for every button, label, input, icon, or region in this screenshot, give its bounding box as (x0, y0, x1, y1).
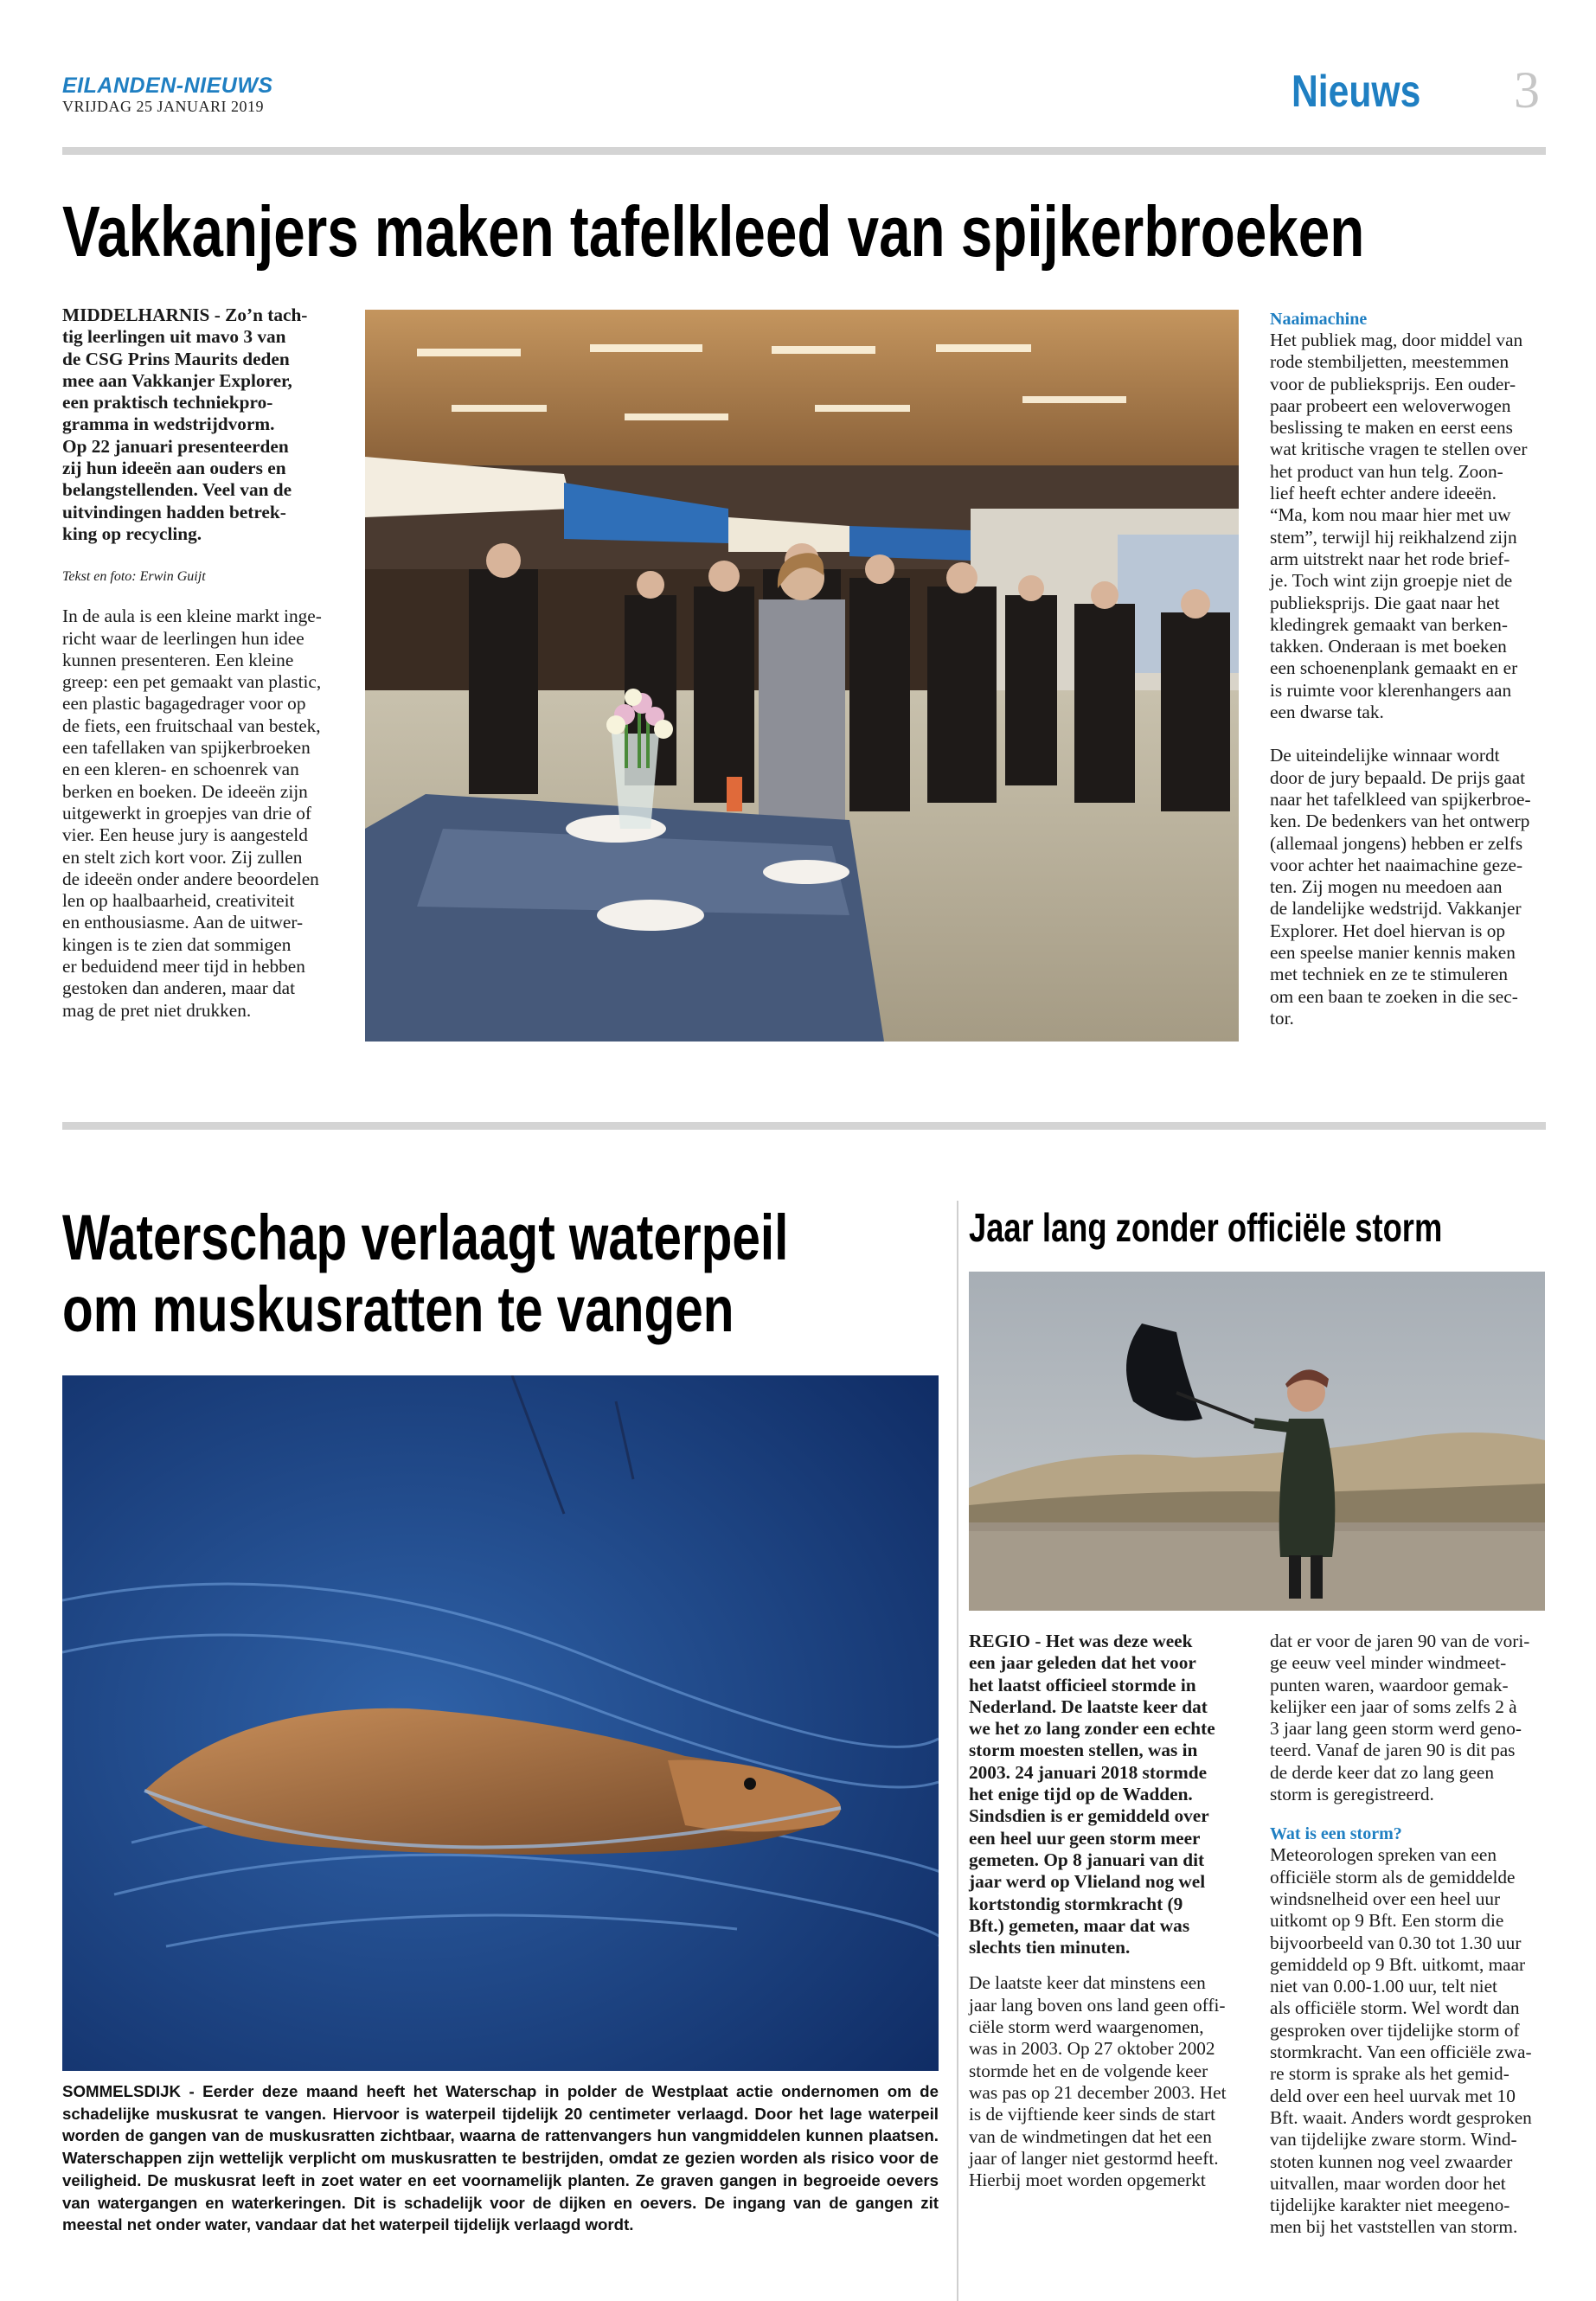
article-3-subhead: Wat is een storm? (1270, 1824, 1402, 1844)
masthead-logo: EILANDEN-NIEUWS (62, 74, 273, 98)
article-2-caption: SOMMELSDIJK - Eerder deze maand heeft het Waterschap in polder de Westplaat actie ondernomen om de schadelijke muskusrat te vangen. Hiervoor is waterpeil tijdelijk 20 centimeter verlaagd. Door het lage waterpeil worden de gangen van de muskusratten zichtbaar, waarna de rattenvangers hun vangmiddelen kunnen plaatsen. Waterschappen zijn wettelijk verplicht om muskusratten te bestrijden, omdat ze gezien worden als risico voor de veiligheid. De muskusrat leeft in zoet water en eet voornamelijk planten. Ze graven gangen in begroeide oevers van watergangen en waterkeringen. Dit is schadelijk voor de dijken en oevers. De ingang van de gangen zit meestal net onder water, vandaar dat het waterpeil tijdelijk verlaagd wordt. (62, 2082, 939, 2234)
section-title: Nieuws (1292, 67, 1421, 117)
article-2-photo-muskrat (62, 1375, 939, 2071)
article-1-right-column (1270, 310, 1545, 1029)
issue-date: VRIJDAG 25 JANUARI 2019 (62, 98, 265, 115)
article-3-photo-umbrella (969, 1272, 1545, 1611)
article-1-left-column (62, 304, 335, 1022)
article-1-photo-market (365, 310, 1239, 1042)
article-3-headline: Jaar lang zonder officiële storm (969, 1205, 1443, 1250)
article-1-right-paragraph-1: Het publiek mag, door middel van rode stembiljetten, meestemmen voor de publieksprijs. Een ouder- paar probeert een weloverwogen beslissing te maken en eerst eens wat kritische vragen te stellen over het product van hun telg. Zoon- lief heeft echter andere ideeën. “Ma, kom nou maar hier met uw stem”, terwijl hij reikhalzend zijn arm uitstrekt naar het rode brief- je. Toch wint zijn groepje niet de publieksprijs. Die gaat naar het kledingrek gemaakt van berken- takken. Onderaan is met boeken een schoenenplank gemaakt en er is ruimte voor klerenhangers aan een dwarse tak. (1270, 330, 1528, 723)
article-1-body: In de aula is een kleine markt inge- richt waar de leerlingen hun idee kunnen presenteren. Een kleine greep: een pet gemaakt van plastic, een plastic bagagedrager voor op de fiets, een fruitschaal van bestek, een tafellaken van spijkerbroeken en een kleren- en schoenrek van berken en boeken. De ideeën zijn uitgewerkt in groepjes van drie of vier. Een heuse jury is aangesteld en stelt zich kort voor. Zij zullen de ideeën onder andere beoordelen len op haalbaarheid, creativiteit en enthousiasme. Aan de uitwer- kingen is te zien dat sommigen er beduidend meer tijd in hebben gestoken dan anderen, maar dat mag de pret niet drukken. (62, 606, 322, 1021)
article-3-right-column (1270, 1631, 1545, 2239)
article-1-subhead: Naaimachine (1270, 310, 1368, 329)
article-3-lead: REGIO - Het was deze week een jaar geleden dat het voor het laatst officieel stormde in Nederland. De laatste keer dat we het zo lang zonder een echte storm moesten stellen, was in 2003. 24 januari 2018 stormde het enige tijd op de Wadden. Sindsdien is er gemiddeld over een heel uur geen storm meer gemeten. Op 8 januari van dit jaar werd op Vlieland nog wel kortstondig stormkracht (9 Bft.) gemeten, maar dat was slechts tien minuten. (969, 1631, 1215, 1958)
article-3-left-column (969, 1631, 1242, 2191)
article-1-lead: MIDDELHARNIS - Zo’n tach- tig leerlingen uit mavo 3 van de CSG Prins Maurits deden mee aan Vakkanjer Explorer, een praktisch techniekpro- gramma in wedstrijdvorm. Op 22 januari presenteerden zij hun ideeën aan ouders en belangstellenden. Veel van de uitvindingen hadden betrek- king op recycling. (62, 304, 308, 544)
article-2-headline-line-2: om muskusratten te vangen (62, 1273, 734, 1345)
article-1-headline: Vakkanjers maken tafelkleed van spijkerbroeken (62, 191, 1365, 272)
article-3-body-left: De laatste keer dat minstens een jaar lang boven ons land geen offi- ciële storm werd waargenomen, was in 2003. Op 27 oktober 2002 stormde het en de volgende keer was pas op 21 december 2003. Het is de vijftiende keer sinds de start van de windmetingen dat het een jaar of langer niet gestormd heeft. Hierbij moet worden opgemerkt (969, 1972, 1227, 2191)
article-3-body-right-2: Meteorologen spreken van een officiële storm als de gemiddelde windsnelheid over een heel uur uitkomt op 9 Bft. Een storm die bijvoorbeeld van 0.30 tot 1.30 uur gemiddeld op 9 Bft. uitkomt, maar niet van 0.00-1.00 uur, telt niet als officiële storm. Wel wordt dan gesproken over tijdelijke storm of stormkracht. Van een officiële zwa- re storm is sprake als het gemid- deld over een heel uurvak met 10 Bft. waait. Anders wordt gesproken van tijdelijke zware storm. Wind- stoten kunnen nog veel zwaarder uitvallen, maar worden door het tijdelijke karakter niet meegeno- men bij het vaststellen van storm. (1270, 1844, 1532, 2238)
article-1-credit: Tekst en foto: Erwin Guijt (62, 569, 206, 585)
article-1-right-paragraph-2: De uiteindelijke winnaar wordt door de jury bepaald. De prijs gaat naar het tafelkleed van spijkerbroe- ken. De bedenkers van het ontwerp (allemaal jongens) hebben er zelfs voor achter het naaimachine geze- ten. Zij mogen nu meedoen aan de landelijke wedstrijd. Vakkanjer Explorer. Het doel hiervan is op een speelse manier kennis maken met techniek en ze te stimuleren om een baan te zoeken in die sec- tor. (1270, 745, 1531, 1029)
middle-rule (62, 1122, 1546, 1130)
column-divider (957, 1201, 958, 2301)
article-2-headline-line-1: Waterschap verlaagt waterpeil (62, 1202, 789, 1273)
article-3-body-right-1: dat er voor de jaren 90 van de vori- ge eeuw veel minder windmeet- punten waren, waardoor gemak- kelijker een jaar of soms zelfs 2 à 3 jaar lang geen storm werd geno- teerd. Vanaf de jaren 90 is dit pas de derde keer dat zo lang geen storm is geregistreerd. (1270, 1631, 1530, 1805)
top-rule (62, 147, 1546, 155)
page-number: 3 (1514, 61, 1540, 119)
